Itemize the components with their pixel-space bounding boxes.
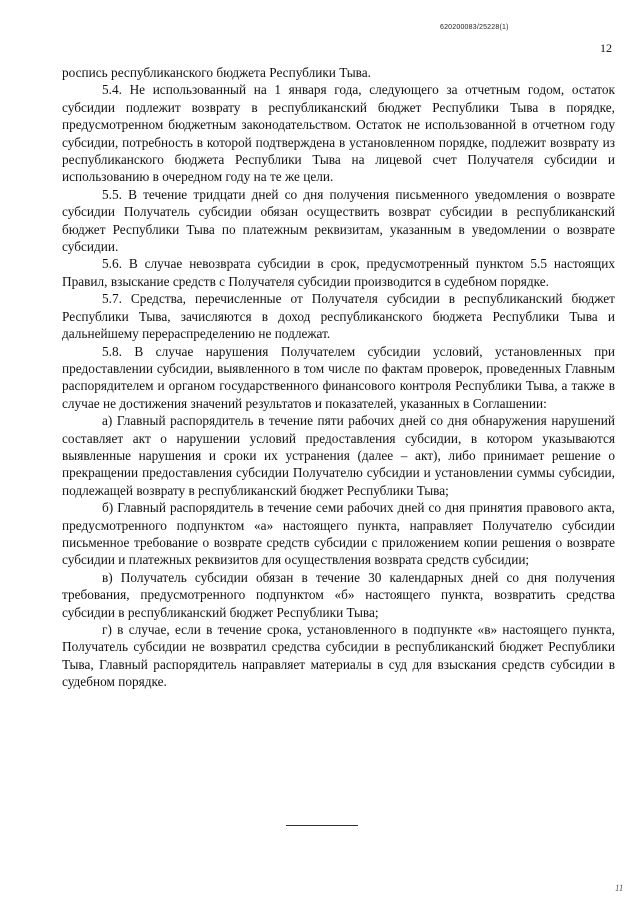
paragraph-5-4: 5.4. Не использованный на 1 января года, следующего за отчетным годом, остаток субсидии подлежит возврату в республиканский бюджет Республики Тыва в порядке, предусмотренном бюджетным законодательством. Остаток не использованной в отчетном году субсидии, потребность в которой подтверждена в установленном порядке, подлежит возврату из республиканского бюджета Республики Тыва на лицевой счет Получателя субсидии и использованию в очередном году на те же цели. xyxy=(62,82,615,185)
paragraph-continuation: роспись республиканского бюджета Республики Тыва. xyxy=(62,65,371,80)
subparagraph-a: а) Главный распорядитель в течение пяти рабочих дней со дня обнаружения нарушений составляет акт о нарушении условий предоставления субсидии, в котором указываются выявленные нарушения и сроки их устранения (далее – акт), либо принимает решение о прекращении предоставления субсидии Получателю субсидии и установлении суммы субсидии, подлежащей возврату в республиканский бюджет Республики Тыва; xyxy=(62,413,615,498)
subparagraph-g: г) в случае, если в течение срока, установленного в подпункте «в» настоящего пункта, Получатель субсидии не возвратил средства субсидии в республиканский бюджет Республики Тыва, Главный распорядитель направляет материалы в суд для взыскания средств субсидии в судебном порядке. xyxy=(62,622,615,690)
end-divider xyxy=(286,825,358,826)
document-code: 620200083/25228(1) xyxy=(440,24,509,31)
paragraph-5-6: 5.6. В случае невозврата субсидии в срок, предусмотренный пунктом 5.5 настоящих Правил, взыскание средств с Получателя субсидии производится в судебном порядке. xyxy=(62,256,615,289)
handwritten-page-mark: 11 xyxy=(615,883,624,893)
paragraph-5-7: 5.7. Средства, перечисленные от Получателя субсидии в республиканский бюджет Республики Тыва, зачисляются в доход республиканского бюджета Республики Тыва и дальнейшему перераспределению не подлежат. xyxy=(62,291,615,342)
paragraph-5-8: 5.8. В случае нарушения Получателем субсидии условий, установленных при предоставлении субсидии, выявленного в том числе по фактам проверок, проведенных Главным распорядителем и органом государственного финансового контроля Республики Тыва, а также в случае не достижения значений результатов и показателей, указанных в Соглашении: xyxy=(62,343,615,411)
document-body xyxy=(62,64,615,691)
page-number: 12 xyxy=(600,41,612,55)
paragraph-5-5: 5.5. В течение тридцати дней со дня получения письменного уведомления о возврате субсидии Получатель субсидии обязан осуществить возврат субсидии в республиканский бюджет Республики Тыва по платежным реквизитам, указанным в уведомлении о возврате субсидии. xyxy=(62,186,615,255)
subparagraph-b: б) Главный распорядитель в течение семи рабочих дней со дня принятия правового акта, предусмотренного подпунктом «а» настоящего пункта, направляет Получателю субсидии письменное требование о возврате средств субсидии с приложением копии решения о возврате субсидии и платежных реквизитов для осуществления возврата средств субсидии; xyxy=(62,500,615,568)
subparagraph-v: в) Получатель субсидии обязан в течение 30 календарных дней со дня получения требования, предусмотренного подпунктом «б» настоящего пункта, возвратить средства субсидии в республиканский бюджет Республики Тыва; xyxy=(62,569,615,620)
